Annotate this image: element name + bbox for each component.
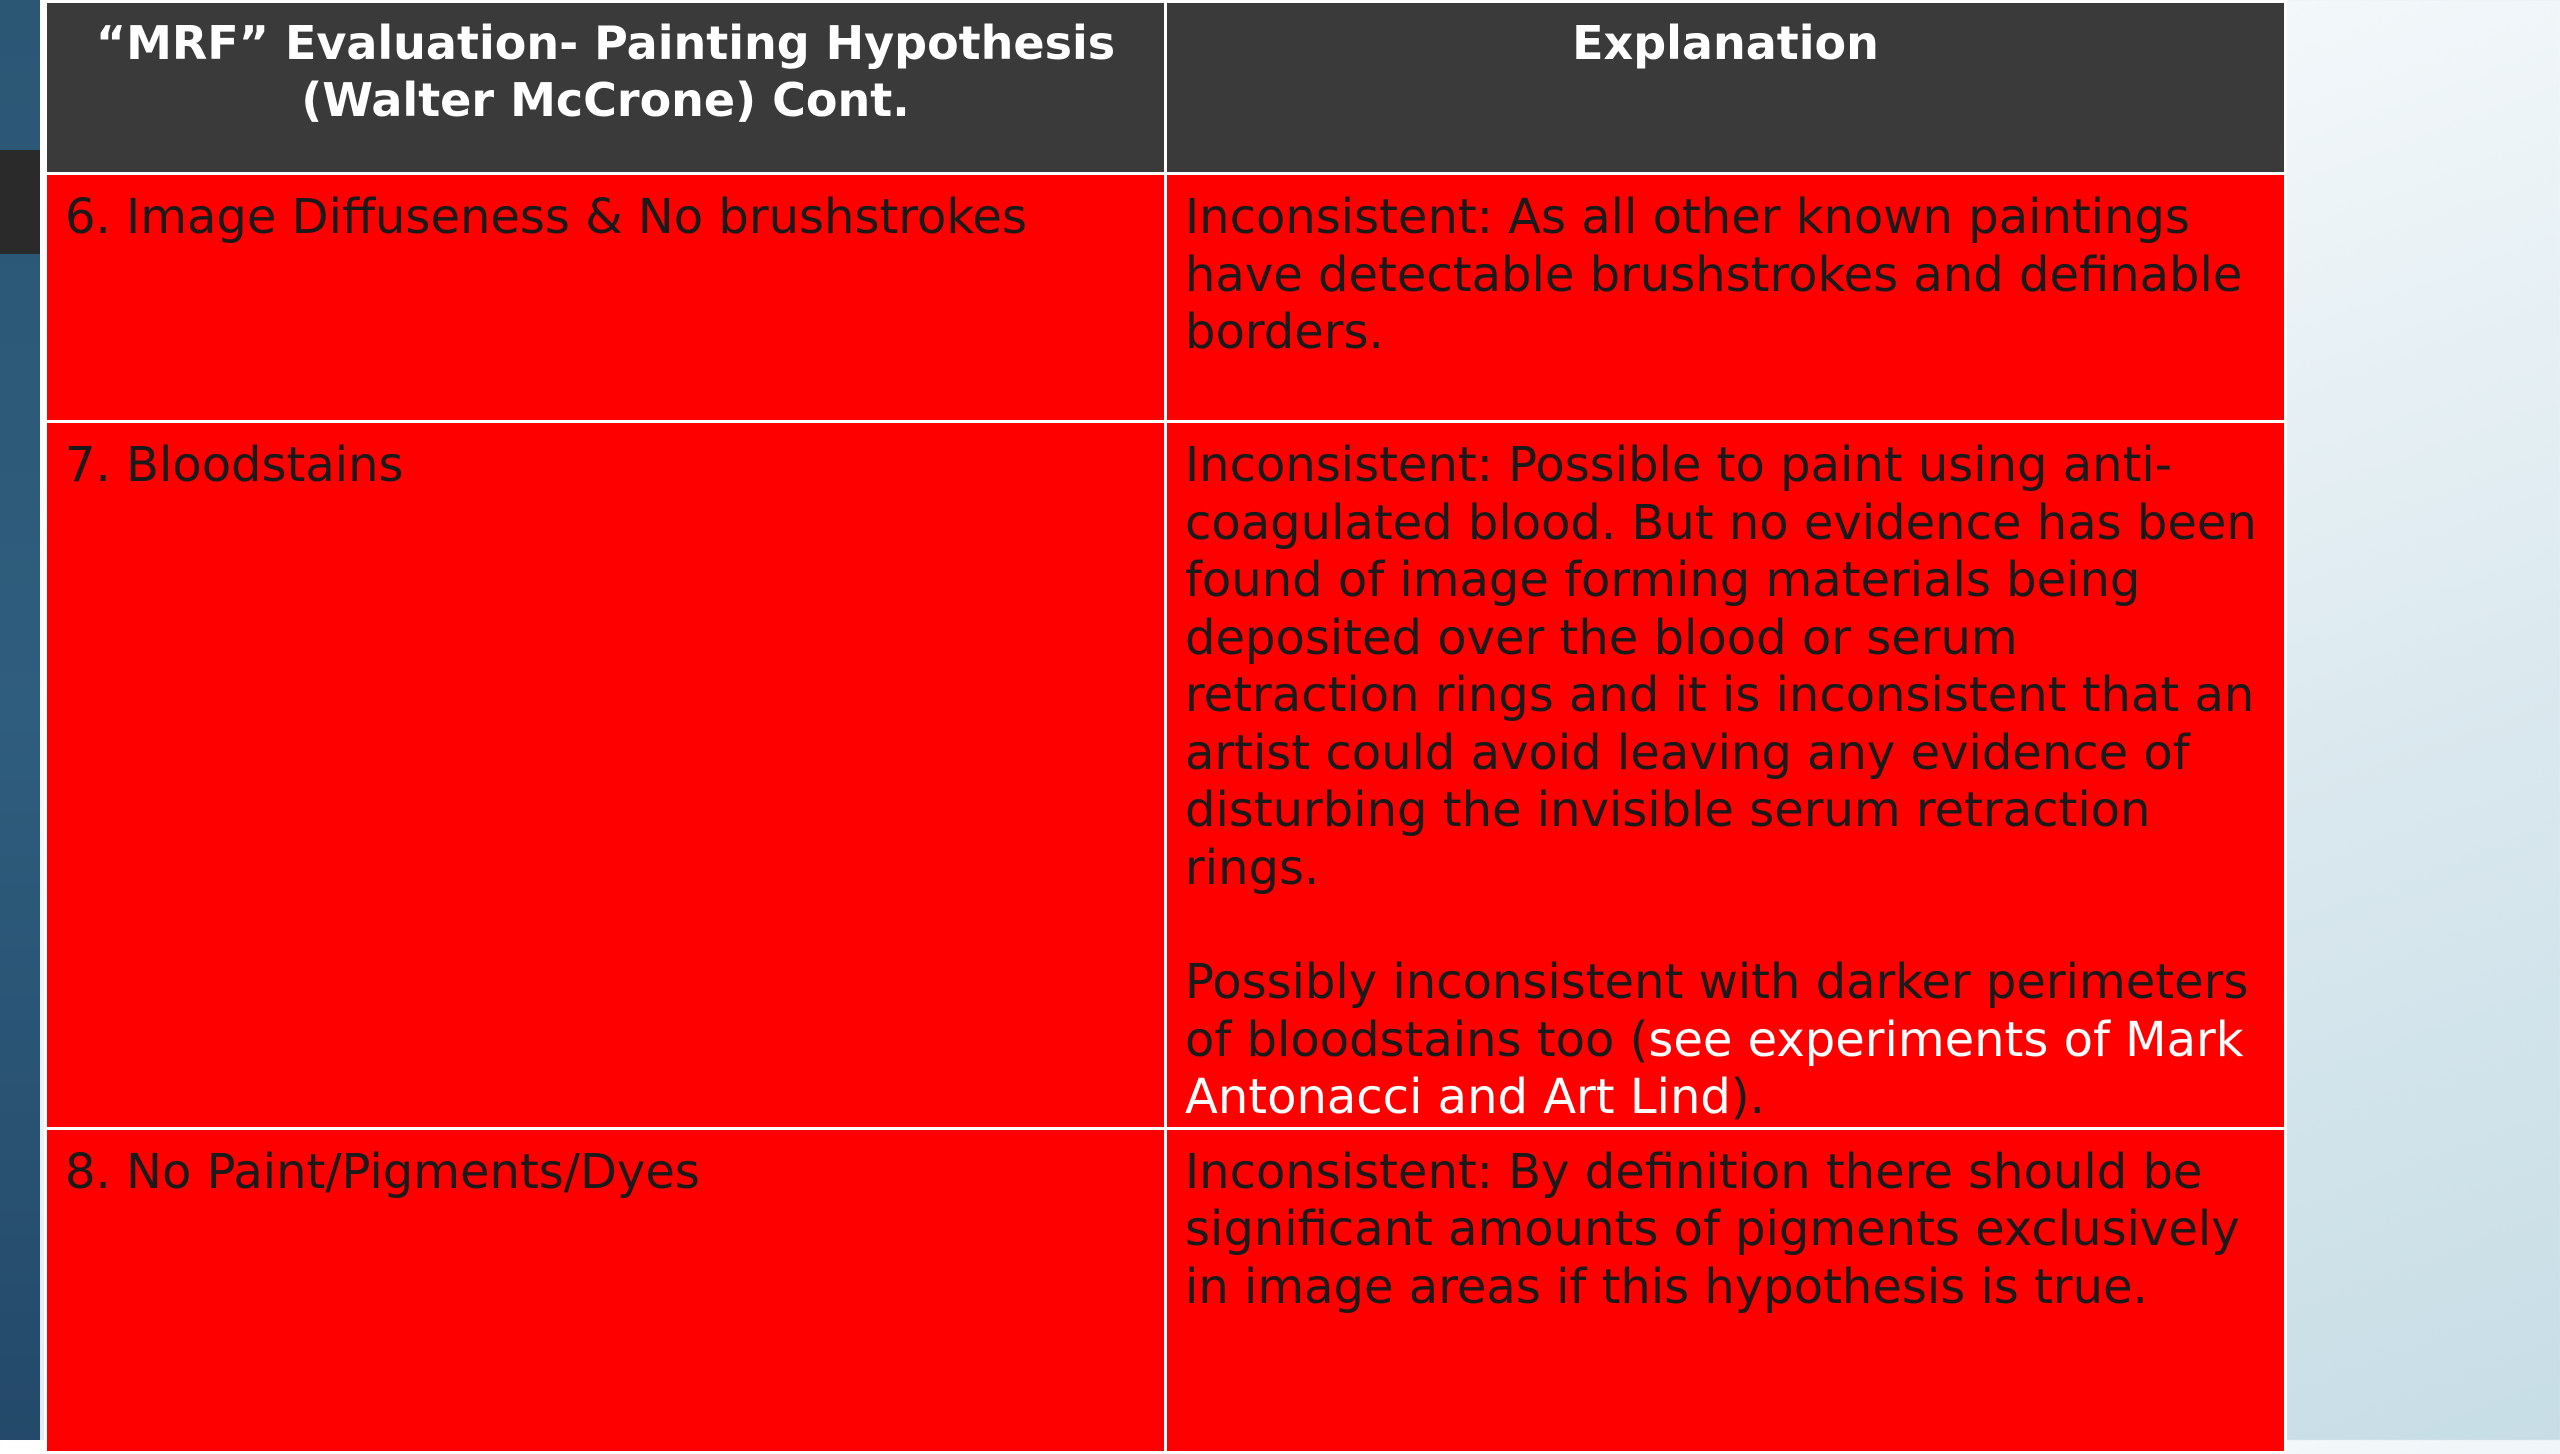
header-hypothesis: “MRF” Evaluation- Painting Hypothesis (Walter McCrone) Cont. — [46, 2, 1166, 174]
explanation-text: Possibly inconsistent with darker perimeters of bloodstains too ( — [1185, 954, 2249, 1068]
criterion-cell: 6. Image Diffuseness & No brushstrokes — [46, 174, 1166, 422]
table-row — [46, 1128, 2286, 1452]
explanation-cell: Inconsistent: As all other known paintings have detectable brushstrokes and definable borders. — [1166, 174, 2286, 422]
explanation-paragraph: Inconsistent: Possible to paint using anti-coagulated blood. But no evidence has been found of image forming materials being deposited over the blood or serum retraction rings and it is inconsistent that an artist could avoid leaving any evidence of disturbing the invisible serum retraction rings. — [1185, 437, 2257, 896]
criterion-cell: 7. Bloodstains — [46, 422, 1166, 1129]
paragraph-spacer — [1185, 897, 2266, 954]
evaluation-table — [44, 0, 2287, 1454]
experiments-reference: see experiments of Mark Antonacci and Art Lind — [1185, 1011, 2244, 1125]
slide-left-accent-tab — [0, 150, 40, 254]
explanation-text-end: ). — [1730, 1069, 1765, 1125]
header-explanation: Explanation — [1166, 2, 2286, 174]
criterion-cell: 8. No Paint/Pigments/Dyes — [46, 1128, 1166, 1452]
explanation-cell — [1166, 422, 2286, 1129]
table-header-row — [46, 2, 2286, 174]
table-row — [46, 174, 2286, 422]
explanation-cell: Inconsistent: By definition there should be significant amounts of pigments exclusively in image areas if this hypothesis is true. — [1166, 1128, 2286, 1452]
explanation-paragraph-2 — [1185, 954, 2266, 1127]
table-row — [46, 422, 2286, 1129]
